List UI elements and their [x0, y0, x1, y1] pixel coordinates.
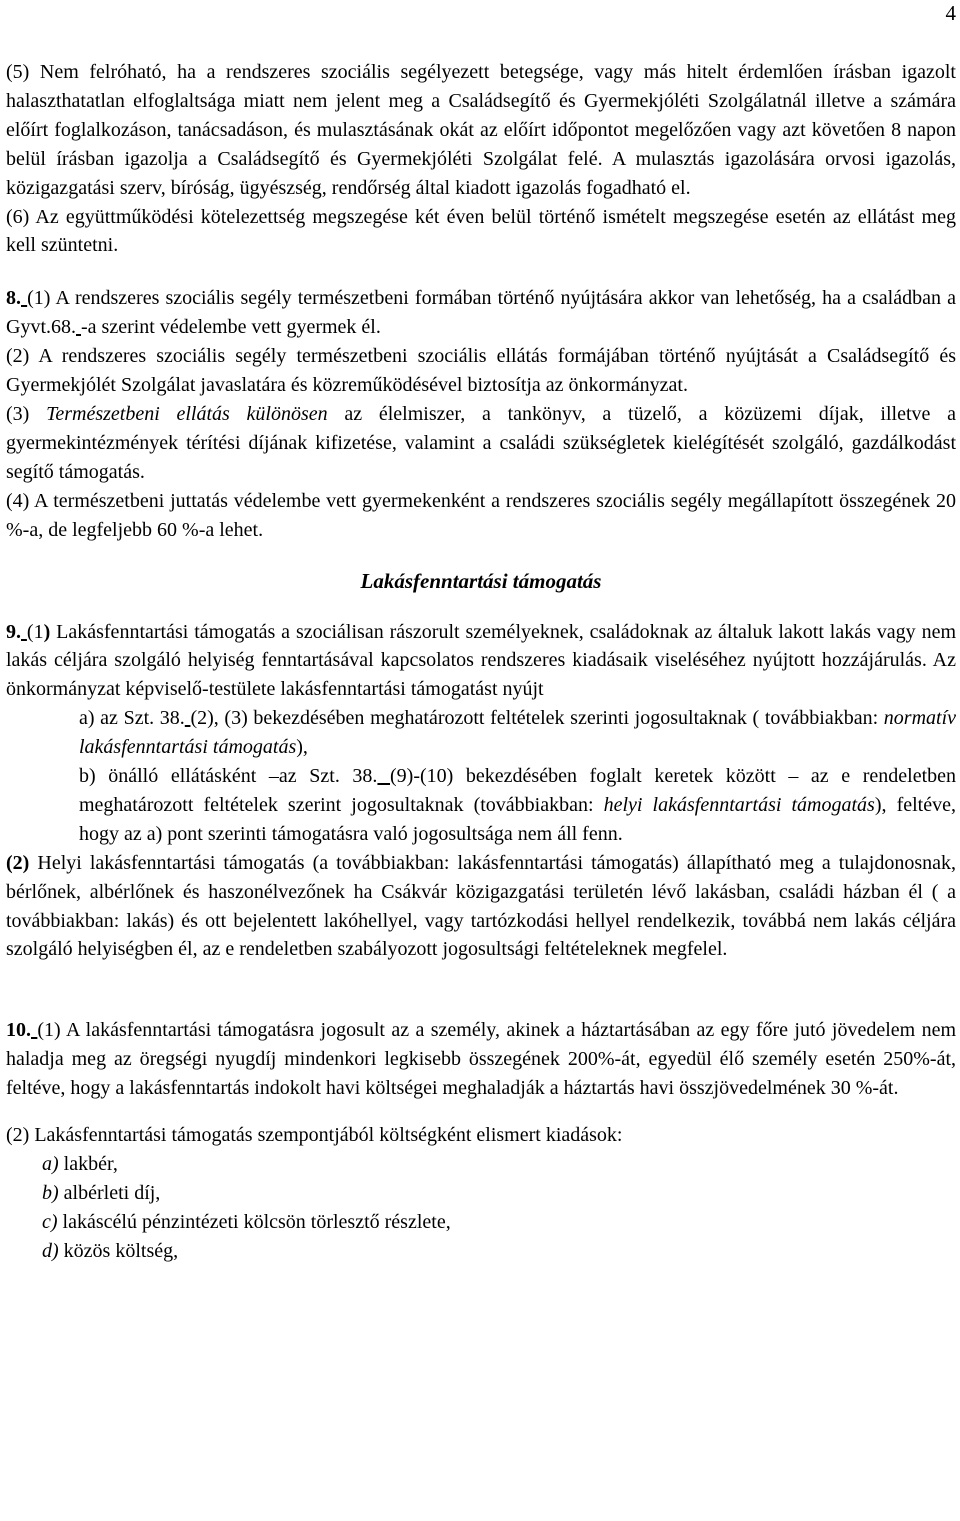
- section-9-paragraph-1-paren: ): [43, 620, 51, 643]
- section-10-paragraph-2: [6, 1121, 956, 1150]
- section-8-paragraph-1: [6, 284, 956, 342]
- section-9-item-b: [6, 762, 956, 849]
- spacer: [6, 260, 956, 284]
- section-8-paragraph-4: [6, 487, 956, 545]
- list-item-letter: b): [42, 1181, 59, 1204]
- list-item-text: lakáscélú pénzintézeti kölcsön törlesztő részlete,: [57, 1210, 451, 1233]
- section-9-item-a-italic: normatív lakásfenntartási támogatás: [79, 707, 957, 759]
- section-10-paragraph-2-text: (2) Lakásfenntartási támogatás szempontjából költségként elismert kiadások:: [6, 1124, 623, 1147]
- spacer: [6, 545, 956, 567]
- section-8-paragraph-1-end: -a szerint védelembe vett gyermek él.: [81, 316, 381, 339]
- list-item: [6, 1179, 956, 1208]
- list-item: [6, 1150, 956, 1179]
- section-8-paragraph-3-italic: Természetbeni ellátás különösen: [46, 402, 328, 425]
- section-9-item-a-text: (2), (3) bekezdésében meghatározott feltételek szerinti jogosultaknak ( továbbiakban:: [190, 707, 884, 730]
- paragraph-6: [6, 203, 956, 261]
- page-number: 4: [945, 1, 956, 25]
- section-sign: [377, 765, 390, 787]
- section-8-paragraph-1-text: (1) A rendszeres szociális segély természetbeni formában történő nyújtására akkor van lehetőség, ha a családban a Gyvt.68.: [6, 287, 957, 339]
- section-9-item-b-italic: helyi lakásfenntartási támogatás: [603, 793, 875, 816]
- paragraph-6-text: (6) Az együttműködési kötelezettség megszegése két éven belül történő ismételt megszegése esetén az ellátást meg kell szüntetni.: [6, 205, 956, 257]
- section-9-paragraph-1-label: (1: [26, 620, 44, 643]
- section-heading: Lakásfenntartási támogatás: [360, 568, 602, 593]
- list-item-text: albérleti díj,: [58, 1181, 161, 1204]
- section-9-paragraph-1-text: Lakásfenntartási támogatás a szociálisan rászorult személyeknek, családoknak az általuk lakott lakás vagy nem lakás céljára szolgáló helyiség fenntartásával kapcsolatos rendszeres kiadásaik viseléséhez nyújtott hozzájárulás. Az önkormányzat képviselő-testülete lakásfenntartási támogatást nyújt: [6, 620, 957, 701]
- section-9-item-b-text: (9)-(10) bekezdésében foglalt keretek között – az e rendeletben meghatározott feltételek szerint jogosultaknak (továbbiakban:: [79, 765, 957, 816]
- section-8-paragraph-3-label: (3): [6, 402, 47, 425]
- section-9-paragraph-2: [6, 849, 956, 965]
- spacer: [6, 1103, 956, 1121]
- paragraph-5-text: (5) Nem felróható, ha a rendszeres szociális segélyezett betegsége, vagy más hitelt érdemlően írásban igazolt halaszthatatlan elfoglaltsága miatt nem jelent meg a Családsegítő és Gyermekjóléti Szolgálatnál illetve a számára előírt foglalkozáson, tanácsadáson, és mulasztásának okát az előírt időpontot megelőzően vagy azt követően 8 napon belül írásban igazolja a Családsegítő és Gyermekjóléti Szolgálat felé. A mulasztás igazolására orvosi igazolás, közigazgatási szerv, bíróság, ügyészség, rendőrség által kiadott igazolás fogadható el.: [6, 61, 956, 199]
- section-9-paragraph-2-text: Helyi lakásfenntartási támogatás (a továbbiakban: lakásfenntartási támogatás) állapítható meg a tulajdonosnak, bérlőnek, albérlőnek és haszonélvezőnek ha Csákvár közigazgatási területén lévő lakásban, családi házban él ( a továbbiakban: lakás) és ott bejelentett lakóhellyel, vagy tartózkodási hellyel rendelkezik, továbbá nem lakás céljára szolgáló helyiségben él, az e rendeletben szabályozott jogosultsági feltételeknek megfelel.: [6, 851, 956, 961]
- paragraph-5: [6, 58, 956, 203]
- section-9-item-a-end: ),: [296, 736, 308, 759]
- list-item: [6, 1208, 956, 1237]
- section-8-paragraph-3-text: az élelmiszer, a tankönyv, a tüzelő, a közüzemi díjak, illetve a gyermekintézmények térítési díjának kifizetése, valamint a családi szükségletek kielégítését szolgáló, gazdálkodást segítő támogatás.: [6, 402, 957, 483]
- section-8-paragraph-2: [6, 342, 956, 400]
- list-item-text: közös költség,: [58, 1239, 179, 1262]
- section-10-number: 10.: [6, 1019, 31, 1042]
- section-8-paragraph-3: [6, 400, 956, 487]
- section-9-number: 9.: [6, 620, 21, 643]
- section-9-item-a-start: a) az Szt. 38.: [79, 707, 185, 730]
- section-9-item-a: [6, 704, 956, 762]
- list-item: [6, 1237, 956, 1266]
- document-body: [6, 58, 956, 1266]
- section-9-paragraph-2-number: (2): [6, 851, 30, 874]
- section-9-item-b-end: ), feltéve, hogy az a) pont szerinti támogatásra való jogosultsága nem áll fenn.: [79, 793, 956, 845]
- section-10-paragraph-1-text: (1) A lakásfenntartási támogatásra jogosult az a személy, akinek a háztartásában az egy főre jutó jövedelem nem haladja meg az öregségi nyugdíj mindenkori legkisebb összegének 200%-át, egyedül élő személy esetén 250%-át, feltéve, hogy a lakásfenntartás indokolt havi költségei meghaladják a háztartás havi összjövedelmének 30 %-át.: [6, 1019, 957, 1100]
- spacer: [6, 596, 956, 618]
- list-item-letter: c): [42, 1210, 58, 1233]
- section-8-number: 8.: [6, 287, 21, 310]
- list-item-letter: d): [42, 1239, 59, 1262]
- section-8-paragraph-4-text: (4) A természetbeni juttatás védelembe vett gyermekenként a rendszeres szociális segély megállapított összegének 20 %-a, de legfeljebb 60 %-a lehet.: [6, 489, 956, 541]
- list-item-letter: a): [42, 1153, 59, 1175]
- section-9-paragraph-1: [6, 618, 956, 705]
- list-item-text: lakbér,: [58, 1153, 118, 1175]
- section-10-paragraph-1: [6, 1016, 956, 1103]
- spacer: [6, 964, 956, 1016]
- section-9-item-b-start: b) önálló ellátásként –az Szt. 38.: [79, 765, 378, 788]
- section-8-paragraph-2-text: (2) A rendszeres szociális segély természetbeni szociális ellátás formájában történő nyújtását a Családsegítő és Gyermekjólét Szolgálat javaslatára és közreműködésével biztosítja az önkormányzat.: [6, 345, 956, 397]
